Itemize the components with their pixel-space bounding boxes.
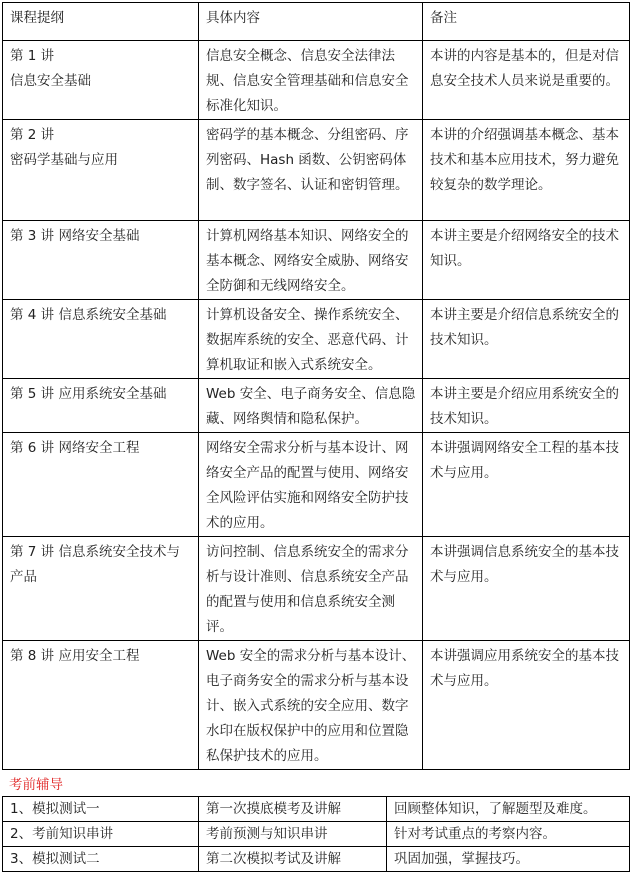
lecture-content: 密码学的基本概念、分组密码、序列密码、Hash 函数、公钥密码体制、数字签名、认证和密钥管理。 xyxy=(199,120,423,221)
lecture-title-cell xyxy=(3,221,199,300)
lecture-number: 第 6 讲 xyxy=(10,440,55,456)
tutoring-description: 考前预测与知识串讲 xyxy=(199,822,387,847)
lecture-note: 本讲的介绍强调基本概念、基本技术和基本应用技术，努力避免较复杂的数学理论。 xyxy=(423,120,630,221)
tutoring-row xyxy=(3,847,630,872)
tutoring-item: 1、模拟测试一 xyxy=(3,797,199,822)
header-content: 具体内容 xyxy=(199,3,423,41)
lecture-title-cell xyxy=(3,537,199,641)
lecture-content: 信息安全概念、信息安全法律法规、信息安全管理基础和信息安全标准化知识。 xyxy=(199,41,423,120)
tutoring-row xyxy=(3,822,630,847)
lecture-note: 本讲主要是介绍应用系统安全的技术知识。 xyxy=(423,379,630,433)
tutoring-item: 2、考前知识串讲 xyxy=(3,822,199,847)
lecture-row-8 xyxy=(3,641,630,770)
lecture-row-2 xyxy=(3,120,630,221)
lecture-row-5 xyxy=(3,379,630,433)
lecture-name: 信息安全基础 xyxy=(10,73,91,89)
lecture-content: 计算机网络基本知识、网络安全的基本概念、网络安全威胁、网络安全防御和无线网络安全。 xyxy=(199,221,423,300)
lecture-title-cell xyxy=(3,433,199,537)
tutoring-goal: 针对考试重点的考察内容。 xyxy=(387,822,630,847)
lecture-number: 第 2 讲 xyxy=(10,127,55,143)
lecture-name: 网络安全工程 xyxy=(58,440,140,456)
lecture-note: 本讲主要是介绍网络安全的技术知识。 xyxy=(423,221,630,300)
tutoring-row xyxy=(3,797,630,822)
lecture-content: 访问控制、信息系统安全的需求分析与设计准则、信息系统安全产品的配置与使用和信息系统安全测评。 xyxy=(199,537,423,641)
lecture-number: 第 7 讲 xyxy=(10,544,55,560)
lecture-title-cell xyxy=(3,300,199,379)
lecture-title-cell xyxy=(3,641,199,770)
lecture-content: 网络安全需求分析与基本设计、网络安全产品的配置与使用、网络安全风险评估实施和网络安全防护技术的应用。 xyxy=(199,433,423,537)
lecture-note: 本讲强调信息系统安全的基本技术与应用。 xyxy=(423,537,630,641)
lecture-name: 信息系统安全基础 xyxy=(58,307,167,323)
tutoring-goal: 回顾整体知识，了解题型及难度。 xyxy=(387,797,630,822)
lecture-title-cell xyxy=(3,120,199,221)
lecture-note: 本讲强调网络安全工程的基本技术与应用。 xyxy=(423,433,630,537)
lecture-title-cell xyxy=(3,41,199,120)
tutoring-description: 第一次摸底模考及讲解 xyxy=(199,797,387,822)
lecture-row-4 xyxy=(3,300,630,379)
header-outline: 课程提纲 xyxy=(3,3,199,41)
lecture-title-cell xyxy=(3,379,199,433)
lecture-number: 第 4 讲 xyxy=(10,307,55,323)
lecture-row-3 xyxy=(3,221,630,300)
syllabus-table xyxy=(2,2,630,770)
lecture-name: 应用系统安全基础 xyxy=(58,386,167,402)
tutoring-item: 3、模拟测试二 xyxy=(3,847,199,872)
syllabus-header-row xyxy=(3,3,630,41)
lecture-number: 第 1 讲 xyxy=(10,48,55,64)
lecture-note: 本讲主要是介绍信息系统安全的技术知识。 xyxy=(423,300,630,379)
lecture-number: 第 5 讲 xyxy=(10,386,55,402)
tutoring-description: 第二次模拟考试及讲解 xyxy=(199,847,387,872)
lecture-name: 应用安全工程 xyxy=(58,648,140,664)
lecture-name: 信息系统安全技术与产品 xyxy=(10,544,180,585)
lecture-content: Web 安全的需求分析与基本设计、电子商务安全的需求分析与基本设计、嵌入式系统的安全应用、数字水印在版权保护中的应用和位置隐私保护技术的应用。 xyxy=(199,641,423,770)
lecture-number: 第 3 讲 xyxy=(10,228,55,244)
tutoring-table xyxy=(2,796,630,872)
lecture-content: Web 安全、电子商务安全、信息隐藏、网络舆情和隐私保护。 xyxy=(199,379,423,433)
lecture-note: 本讲的内容是基本的，但是对信息安全技术人员来说是重要的。 xyxy=(423,41,630,120)
section-title-tutoring: 考前辅导 xyxy=(9,777,63,793)
lecture-row-6 xyxy=(3,433,630,537)
lecture-name: 密码学基础与应用 xyxy=(10,152,118,168)
lecture-row-1 xyxy=(3,41,630,120)
lecture-name: 网络安全基础 xyxy=(58,228,140,244)
lecture-note: 本讲强调应用系统安全的基本技术与应用。 xyxy=(423,641,630,770)
tutoring-goal: 巩固加强，掌握技巧。 xyxy=(387,847,630,872)
lecture-row-7 xyxy=(3,537,630,641)
lecture-number: 第 8 讲 xyxy=(10,648,55,664)
lecture-content: 计算机设备安全、操作系统安全、数据库系统的安全、恶意代码、计算机取证和嵌入式系统安全。 xyxy=(199,300,423,379)
header-note: 备注 xyxy=(423,3,630,41)
